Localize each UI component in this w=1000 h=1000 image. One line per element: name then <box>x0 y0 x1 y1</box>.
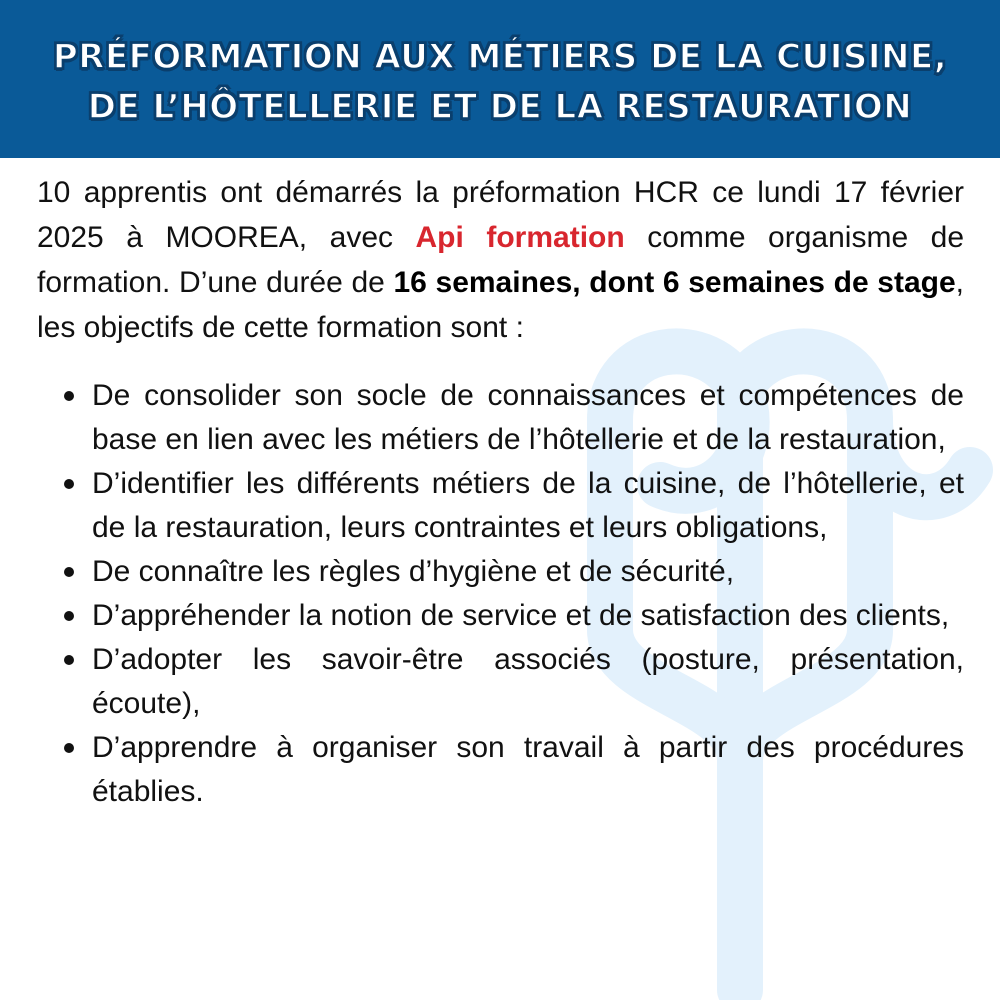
objective-text: D’identifier les différents métiers de la cuisine, de l’hôtellerie, et de la restauration, leurs contraintes et leurs obligations, <box>92 467 964 544</box>
page-title <box>0 0 1000 132</box>
objective-text: D’apprendre à organiser son travail à partir des procédures établies. <box>92 731 964 808</box>
objectives-list <box>37 374 964 814</box>
bullet-icon <box>64 743 74 753</box>
bullet-icon <box>64 567 74 577</box>
article-body <box>37 170 964 814</box>
title-line-1: PRÉFORMATION AUX MÉTIERS DE LA CUISINE, <box>52 37 948 77</box>
intro-text-1: 10 apprentis ont démarrés la préformation HCR ce lundi 17 février 2025 à MOOREA, avec <box>37 176 964 254</box>
list-item <box>37 594 964 638</box>
objective-text: De consolider son socle de connaissances et compétences de base en lien avec les métiers de l’hôtellerie et de la restauration, <box>92 379 964 456</box>
title-line-2: DE L’HÔTELLERIE ET DE LA RESTAURATION <box>87 87 913 127</box>
bullet-icon <box>64 391 74 401</box>
list-item <box>37 638 964 726</box>
intro-text-3: , les objectifs de cette formation sont : <box>37 266 964 344</box>
intro-paragraph <box>37 170 964 350</box>
title-banner <box>0 0 1000 158</box>
list-item <box>37 374 964 462</box>
list-item <box>37 462 964 550</box>
objective-text: D’adopter les savoir-être associés (posture, présentation, écoute), <box>92 643 964 720</box>
duration-text: 16 semaines, dont 6 semaines de stage <box>393 266 956 299</box>
bullet-icon <box>64 611 74 621</box>
list-item <box>37 726 964 814</box>
objective-text: De connaître les règles d’hygiène et de sécurité, <box>92 555 735 588</box>
objective-text: D’appréhender la notion de service et de satisfaction des clients, <box>92 599 950 632</box>
organisme-name: Api formation <box>415 221 625 254</box>
intro-text-2: comme organisme de formation. D’une durée de <box>37 221 965 299</box>
list-item <box>37 550 964 594</box>
bullet-icon <box>64 655 74 665</box>
bullet-icon <box>64 479 74 489</box>
